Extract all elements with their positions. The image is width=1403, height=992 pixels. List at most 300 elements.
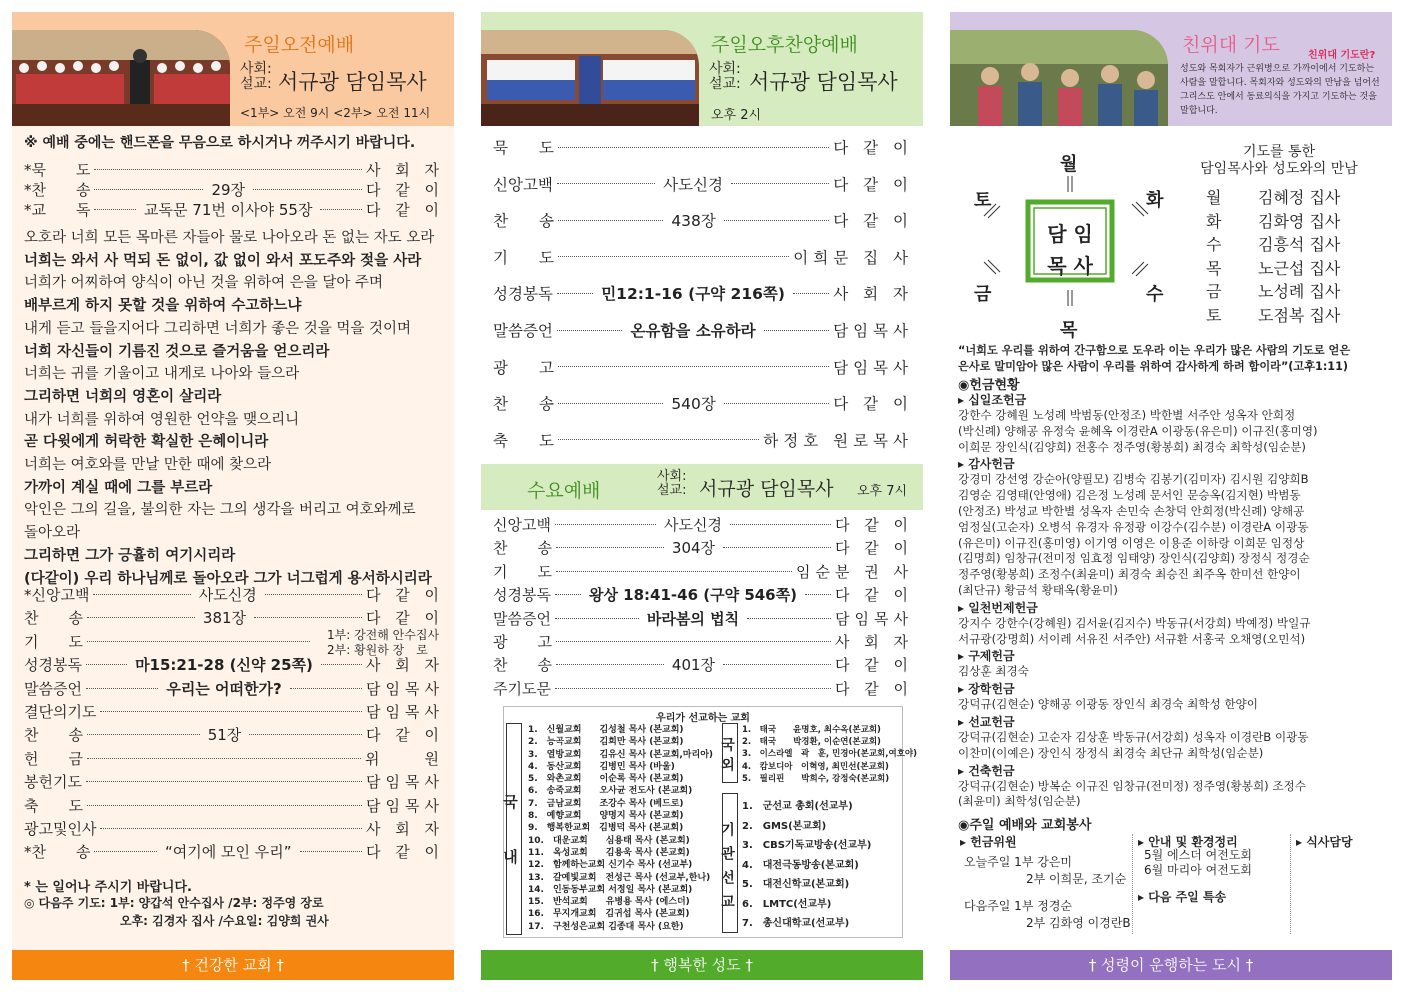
domestic-church: 8. 예향교회 양명지 목사 (본교회) xyxy=(528,811,684,822)
foreign-label: 국외 xyxy=(722,723,738,783)
order-label: 찬 송 xyxy=(493,539,552,558)
leader-dots xyxy=(556,547,664,548)
order-label: 찬 송 xyxy=(493,656,552,675)
offering-names: (유은미) 이규진(홍미영) 이기영 이영은 이용준 이하랑 이희문 임정상 xyxy=(958,535,1305,550)
domestic-church: 5. 와촌교회 이순록 목사 (본교회) xyxy=(528,774,684,785)
reading-line: 배부르게 하지 못할 것을 위하여 수고하느냐 xyxy=(24,298,302,315)
offering-names: (안정조) 박성교 박한별 성옥자 손민숙 손창덕 안희정(박신례) 양해공 xyxy=(958,504,1305,518)
footer-banner: † 건강한 교회 † xyxy=(12,950,454,980)
usher-line: 2부 김화영 이경란B xyxy=(1026,916,1131,930)
prayer-names xyxy=(327,628,439,658)
foreign-mission: 1. 태국 윤명호, 최수옥(본교회) xyxy=(742,725,881,735)
schedule-row xyxy=(1206,233,1340,257)
leader-dots xyxy=(87,805,362,806)
order-leader: 다 같 이 xyxy=(835,516,914,534)
leader-dots xyxy=(86,688,158,689)
prayer-question: 친위대 기도란? xyxy=(1308,50,1376,61)
order-row xyxy=(493,678,913,699)
reading-line: 너희 자신들이 기름진 것으로 즐거움을 얻으리라 xyxy=(24,343,330,360)
wednesday-title: 수요예배 xyxy=(527,480,601,502)
guide-title: ▸ 안내 및 환경정리 xyxy=(1138,835,1238,849)
leader-dots xyxy=(254,617,362,618)
offering-names: 강덕규(김현순) 고순자 김상훈 박동규(서강희) 성옥자 이경란B 이광동 xyxy=(958,730,1309,744)
pastor-name: 서규광 담임목사 xyxy=(749,70,898,94)
foreign-list xyxy=(742,724,917,785)
offering-group-title: ▸ 선교헌금 xyxy=(958,715,1015,729)
leader-dots xyxy=(87,641,310,642)
schedule-day: 수 xyxy=(1206,235,1222,254)
offering-names: 김영순 김영태(안영애) 김은정 노성례 문서인 문승옥(김지현) 박범동 xyxy=(958,488,1301,503)
order-label: 성경봉독 xyxy=(493,586,551,605)
day-top-right: 화 xyxy=(1146,190,1164,211)
leader-dots xyxy=(558,256,789,257)
order-row xyxy=(24,159,444,180)
order-detail: 438장 xyxy=(671,212,716,231)
order-row xyxy=(493,429,913,451)
domestic-church: 16. 무지개교회 김귀섭 목사 (본교회) xyxy=(528,909,690,920)
leader-dots xyxy=(557,183,655,184)
order-row xyxy=(24,179,444,200)
guide-line: 6월 마리아 여전도회 xyxy=(1144,863,1253,877)
leader-dots xyxy=(87,617,195,618)
leader-dots xyxy=(94,189,203,190)
mission-org: 2. GMS(본교회) xyxy=(742,820,827,832)
order-row xyxy=(493,514,913,535)
leader-dots xyxy=(249,734,362,735)
order-leader: 다 같 이 xyxy=(366,843,445,862)
leader-dots xyxy=(556,664,664,665)
mission-org: 4. 대전극동방송(본교회) xyxy=(742,859,859,871)
leader-dots xyxy=(747,618,831,619)
mission-org: 1. 군선교 총회(선교부) xyxy=(742,801,853,812)
domestic-church: 1. 신월교회 김성철 목사 (본교회) xyxy=(528,725,684,735)
order-row xyxy=(493,356,913,378)
usher-title: ▸ 헌금위원 xyxy=(960,835,1017,849)
order-label: 성경봉독 xyxy=(24,656,82,675)
service-title: ◉주일 예배와 교회봉사 xyxy=(958,818,1092,833)
offering-names: (최단규) 황금석 황태옥(황윤미) xyxy=(958,583,1118,597)
order-leader: 위 원 xyxy=(365,749,444,768)
domestic-church: 3. 열방교회 김유신 목사 (본교회,마리아) xyxy=(528,749,714,760)
reading-line: 너희는 와서 사 먹되 돈 없이, 값 없이 와서 포도주와 젖을 사라 xyxy=(24,252,422,269)
reading-line: 곧 다윗에게 허락한 확실한 은혜이니라 xyxy=(24,434,269,451)
offering-group-title: ▸ 장학헌금 xyxy=(958,682,1015,697)
order-label: 말씀증언 xyxy=(24,679,82,698)
pastor-name: 서규광 담임목사 xyxy=(278,70,427,94)
order-row xyxy=(493,631,913,652)
domestic-church: 17. 구천성은교회 김종대 목사 (요한) xyxy=(528,921,684,932)
order-label: 주기도문 xyxy=(493,679,551,698)
order-leader: 담임목사 xyxy=(835,609,914,628)
prayer-group-photo xyxy=(950,30,1168,126)
stand-note: * 는 일어나 주시기 바랍니다. xyxy=(24,880,192,895)
order-leader: 사 회 자 xyxy=(366,656,445,675)
footer-banner: † 행복한 성도 † xyxy=(481,950,923,980)
domestic-label: 국내 xyxy=(506,723,522,935)
order-row xyxy=(493,209,913,231)
reading-line: 너희는 귀를 기울이고 내게로 나아와 들으라 xyxy=(24,366,300,383)
afternoon-worship-title: 주일오후찬양예배 xyxy=(711,34,858,56)
order-label: *찬 송 xyxy=(24,181,91,199)
order-label: 결단의기도 xyxy=(24,703,97,721)
order-row xyxy=(24,841,444,862)
leader-dots xyxy=(321,664,362,665)
offering-names: 김상훈 최경숙 xyxy=(958,664,1029,679)
reading-line: 악인은 그의 길을, 불의한 자는 그의 생각을 버리고 여호와께로 xyxy=(24,502,416,519)
order-row xyxy=(493,136,913,158)
wed-pastor-name: 서규광 담임목사 xyxy=(699,478,834,500)
order-detail: 온유함을 소유하라 xyxy=(630,322,756,340)
meal-title: ▸ 식사담당 xyxy=(1296,835,1353,849)
role-labels xyxy=(709,62,741,92)
order-row xyxy=(493,561,913,582)
order-leader: 사 회 자 xyxy=(365,161,444,179)
order-label: 기 도 xyxy=(493,562,552,581)
order-row xyxy=(24,771,444,792)
org-label: 기관선교 xyxy=(722,793,738,933)
meeting-heading xyxy=(1186,144,1372,178)
reading-line: 가까이 계실 때에 그를 부르라 xyxy=(24,479,213,496)
leader-dots xyxy=(558,220,663,221)
prayer-first: 1부: 강전해 안수집사 xyxy=(327,628,440,642)
usher-list xyxy=(964,854,1131,932)
order-leader: 담임목사 xyxy=(366,773,444,792)
mission-org: 6. LMTC(선교부) xyxy=(742,898,832,910)
order-leader: 담임목사 xyxy=(833,322,913,340)
org-list xyxy=(742,797,871,934)
leader-dots xyxy=(556,571,792,572)
order-row xyxy=(493,654,913,675)
leader-dots xyxy=(724,403,829,404)
order-row xyxy=(24,724,444,745)
schedule-day: 금 xyxy=(1206,282,1222,301)
order-leader: 다 같 이 xyxy=(834,679,913,698)
leader-dots xyxy=(793,293,829,294)
description-line: 성도와 목회자가 근위병으로 가까이에서 기도하는 xyxy=(1180,64,1375,74)
schedule-row xyxy=(1206,210,1340,234)
leader-dots xyxy=(723,664,831,665)
order-row xyxy=(24,701,444,722)
usher-line: 다음주일 1부 정경순 xyxy=(964,899,1073,913)
order-label: *신앙고백 xyxy=(24,586,90,604)
prayer-title: 친위대 기도 xyxy=(1182,34,1280,56)
order-row xyxy=(24,795,444,816)
mission-box xyxy=(501,706,917,938)
service-times: <1부> 오전 9시 <2부> 오전 11시 xyxy=(240,106,431,120)
domestic-church: 13. 갈예빛교회 전성근 목사 (선교부,한나) xyxy=(528,872,711,883)
order-row xyxy=(493,608,913,629)
praise-choir-photo xyxy=(481,30,699,126)
schedule-name: 김화영 집사 xyxy=(1258,211,1341,231)
next-prayer-line1: ◎ 다음주 기도: 1부: 양갑석 안수집사 /2부: 정주영 장로 xyxy=(24,896,324,910)
center-line2: 목 사 xyxy=(1047,254,1093,278)
center-box xyxy=(1038,218,1102,282)
leader-dots xyxy=(86,781,362,782)
leader-dots xyxy=(555,618,639,619)
order-detail: 마15:21-28 (신약 25쪽) xyxy=(135,656,313,675)
leader-dots xyxy=(558,147,829,148)
reading-line: 그리하면 너희의 영혼이 살리라 xyxy=(24,388,222,405)
leader-dots xyxy=(555,688,831,689)
order-label: 축 도 xyxy=(493,431,554,450)
domestic-church: 9. 행복한교회 김병덕 목사 (본교회) xyxy=(528,823,684,834)
day-bottom: 목 xyxy=(1060,320,1078,341)
order-row xyxy=(493,319,913,341)
afternoon-worship-column xyxy=(481,12,923,980)
offering-group-title: ▸ 구제헌금 xyxy=(958,649,1015,664)
domestic-church: 2. 능곡교회 김희만 목사 (본교회) xyxy=(528,737,684,748)
wed-time: 오후 7시 xyxy=(857,484,908,499)
order-label: 찬 송 xyxy=(24,726,83,745)
choir-photo xyxy=(12,30,230,126)
usher-line: 2부 이희문, 조기순 xyxy=(1026,872,1127,886)
order-row xyxy=(24,584,444,605)
leader-dots xyxy=(94,851,157,852)
order-label: 봉헌기도 xyxy=(24,773,82,792)
offering-names: 이찬미(이예은) 장인식 장정식 최경숙 최단규 최학성(임순분) xyxy=(958,745,1264,760)
offering-names: 이희문 장인식(김양희) 전홍수 정주영(황봉희) 최경숙 최학성(임순분) xyxy=(958,439,1306,454)
reading-line: 오호라 너희 모든 목마른 자들아 물로 나아오라 돈 없는 자도 오라 xyxy=(24,230,435,246)
order-leader: 다 같 이 xyxy=(833,212,914,231)
reading-line: (다같이) 우리 하나님께로 돌아오라 그가 너그럽게 용서하시리라 xyxy=(24,570,432,587)
leader-dots xyxy=(94,169,362,170)
order-detail: 사도신경 xyxy=(198,586,257,604)
schedule-name: 노성례 집사 xyxy=(1258,282,1341,301)
offering-names: (박신례) 양해공 유정숙 윤혜옥 이경란A 이광동(유은미) 이규진(홍미영) xyxy=(958,423,1318,438)
schedule-day: 월 xyxy=(1206,188,1222,207)
order-label: *묵 도 xyxy=(24,161,91,179)
offering-group-title: ▸ 건축헌금 xyxy=(958,763,1015,778)
day-top-left: 토 xyxy=(974,190,992,211)
order-row xyxy=(24,607,444,628)
prayer-second: 2부: 황원하 장 로 xyxy=(327,643,428,657)
afternoon-worship-header xyxy=(481,12,923,126)
order-detail: 381장 xyxy=(202,609,247,628)
order-label: 광고및인사 xyxy=(24,820,97,838)
order-leader: 담임목사 xyxy=(833,358,913,377)
offering-names: 강덕규(김현순) 방복순 이규진 임창규(전미정) 정주영(황봉희) 조정수 xyxy=(958,778,1306,793)
offering-names: 강경미 강선영 강순아(양필모) 김병숙 김봉기(김미자) 김시원 김양희B xyxy=(958,472,1309,487)
reading-line: 내가 너희를 위하여 영원한 언약을 맺으리니 xyxy=(24,411,300,428)
offering-names: 서규광(강명희) 서이레 서유진 서주안) 서규환 서홍국 오채영(오민석) xyxy=(958,631,1306,646)
offering-names: (최윤미) 최학성(임순분) xyxy=(958,794,1081,809)
offering-names: 강지수 강한수(강혜원) 김서윤(김지수) 박동규(서강희) 박예정) 박일규 xyxy=(958,615,1311,630)
leader-dots xyxy=(300,851,363,852)
leader-dots xyxy=(724,220,829,221)
prayer-description xyxy=(1180,62,1380,118)
order-leader: 담임목사 xyxy=(366,796,444,815)
order-label: 성경봉독 xyxy=(493,285,553,304)
leader-dots xyxy=(558,366,829,367)
order-leader: 하정호 원로목사 xyxy=(763,431,913,450)
verse-line1: “너희도 우리를 위하여 간구함으로 도우라 이는 우리가 많은 사람의 기도로 얻은 xyxy=(958,344,1351,357)
role-labels xyxy=(240,62,272,92)
offering-title: ◉헌금현황 xyxy=(958,378,1020,393)
leader-dots xyxy=(94,209,136,210)
leader-dots xyxy=(731,183,829,184)
next-special-title: ▸ 다음 주일 특송 xyxy=(1138,890,1227,904)
domestic-church: 11. 옥성교회 김용욱 목사 (본교회) xyxy=(528,847,690,858)
leader-dots xyxy=(555,594,581,595)
order-detail: 바라봄의 법칙 xyxy=(646,609,740,628)
order-label: 찬 송 xyxy=(493,212,554,231)
order-leader: 다 같 이 xyxy=(835,586,914,605)
divider xyxy=(1132,834,1133,934)
description-line: 사람을 말합니다. 목회자와 성도와의 만남을 넘어선 xyxy=(1180,78,1380,88)
reading-line: 내게 듣고 들을지어다 그리하면 너희가 좋은 것을 먹을 것이며 xyxy=(24,320,412,337)
meeting-line2: 담임목사와 성도와의 만남 xyxy=(1200,161,1358,177)
order-label: 신앙고백 xyxy=(493,175,553,194)
sermon-label: 설교: xyxy=(240,76,272,92)
order-detail: 사도신경 xyxy=(664,516,722,534)
verse-line2: 은사로 말미암아 많은 사람이 우리를 위하여 감사하게 하려 함이라”(고후1:11) xyxy=(958,360,1348,373)
order-label: 신앙고백 xyxy=(493,516,551,534)
leader-dots xyxy=(87,758,361,759)
morning-worship-column xyxy=(12,12,454,980)
description-line: 말합니다. xyxy=(1180,106,1218,116)
offering-names: 강덕규(김현순) 양해공 이광동 장인식 최경숙 최학성 한양이 xyxy=(958,697,1258,712)
order-label: 기 도 xyxy=(493,248,554,267)
prayer-diagram xyxy=(950,142,1170,342)
schedule-row xyxy=(1206,280,1340,304)
order-row xyxy=(493,392,913,414)
order-detail: 교독문 71번 이사야 55장 xyxy=(144,201,313,219)
domestic-church: 15. 반석교회 유병용 목사 (에스더) xyxy=(528,897,690,908)
schedule-day: 목 xyxy=(1206,258,1222,278)
order-row xyxy=(24,748,444,769)
leader-dots xyxy=(100,828,362,829)
order-detail: 29장 xyxy=(211,181,246,199)
domestic-church: 7. 금남교회 조강수 목사 (베드로) xyxy=(528,798,684,809)
leader-dots xyxy=(557,293,593,294)
guide-line: 5월 에스더 여전도회 xyxy=(1144,848,1253,862)
center-line1: 담 임 xyxy=(1047,222,1093,246)
footer-banner: † 성령이 운행하는 도시 † xyxy=(950,950,1392,980)
schedule-row xyxy=(1206,186,1340,210)
leader-dots xyxy=(100,711,362,712)
leader-dots xyxy=(320,209,362,210)
order-label: 말씀증언 xyxy=(493,609,551,628)
foreign-mission: 3. 이스라엘 곽 훈, 민경아(본교회,여호야) xyxy=(742,749,917,760)
host-label: 사회: xyxy=(240,61,272,77)
offering-names: 강한수 강혜원 노성례 박범동(안정조) 박한별 서주안 성옥자 안희정 xyxy=(958,408,1296,422)
meeting-line1: 기도를 통한 xyxy=(1242,144,1316,160)
domestic-church: 6. 송죽교회 오사균 전도사 (본교회) xyxy=(528,786,693,797)
mission-org: 7. 총신대학교(선교부) xyxy=(742,918,850,929)
order-detail: “여기에 모인 우리” xyxy=(164,843,292,862)
offering-group-title: ▸ 감사헌금 xyxy=(958,457,1015,472)
leader-dots xyxy=(556,641,831,642)
order-leader: 다 같 이 xyxy=(366,181,445,199)
leader-dots xyxy=(557,330,623,331)
order-leader: 다 같 이 xyxy=(833,139,913,157)
order-label: 헌 금 xyxy=(24,749,83,768)
schedule-name: 노근섭 집사 xyxy=(1258,258,1341,278)
offering-group-title: ▸ 십일조헌금 xyxy=(958,393,1027,407)
order-row xyxy=(493,246,913,268)
leader-dots xyxy=(805,594,831,595)
leader-dots xyxy=(93,594,190,595)
order-leader: 사 회 자 xyxy=(834,633,913,651)
mission-title: 우리가 선교하는 교회 xyxy=(656,713,750,724)
order-leader: 담임목사 xyxy=(366,703,444,721)
morning-worship-title: 주일오전예배 xyxy=(244,34,355,56)
leader-dots xyxy=(764,330,830,331)
usher-line: 오늘주일 1부 강은미 xyxy=(964,855,1073,869)
order-leader: 다 같 이 xyxy=(834,656,913,675)
order-leader: 이희문 집 사 xyxy=(793,248,913,267)
domestic-church: 12. 함께하는교회 신기수 목사 (선교부) xyxy=(528,860,693,871)
schedule-day: 화 xyxy=(1206,211,1222,231)
order-detail: 540장 xyxy=(671,395,716,414)
day-top: 월 xyxy=(1060,154,1078,175)
order-label: 묵 도 xyxy=(493,139,554,157)
order-label: 찬 송 xyxy=(24,609,83,628)
prayer-column xyxy=(950,12,1392,980)
order-detail: 왕상 18:41-46 (구약 546쪽) xyxy=(588,586,797,605)
order-leader: 담임목사 xyxy=(366,679,445,698)
schedule-name: 도점복 집사 xyxy=(1258,305,1341,325)
leader-dots xyxy=(730,524,831,525)
order-label: *교 독 xyxy=(24,201,91,219)
divider xyxy=(1290,834,1291,934)
offering-group-title: ▸ 일천번제헌금 xyxy=(958,600,1038,615)
host-label: 사회: xyxy=(709,61,741,77)
guide-list xyxy=(1144,848,1252,878)
order-row xyxy=(24,199,444,220)
reading-line: 돌아오라 xyxy=(24,525,81,542)
sermon-label: 설교: xyxy=(709,76,741,92)
foreign-mission: 4. 캄보디아 이혁영, 최민선(본교회) xyxy=(742,761,889,772)
order-row xyxy=(493,282,913,304)
leader-dots xyxy=(265,594,362,595)
morning-worship-header xyxy=(12,12,454,126)
leader-dots xyxy=(558,403,663,404)
leader-dots xyxy=(290,688,362,689)
order-detail: 사도신경 xyxy=(663,175,724,194)
order-row xyxy=(493,537,913,558)
schedule-day: 토 xyxy=(1206,305,1222,325)
order-leader: 사 회 자 xyxy=(365,820,444,838)
mission-org: 5. 대전신학교(본교회) xyxy=(742,879,850,890)
order-label: 광 고 xyxy=(493,633,552,651)
reading-line: 그리하면 그가 긍휼히 여기시리라 xyxy=(24,547,236,564)
offering-names: (김명희) 임창규(전미정 임효정 임태양) 장인식(김양희) 장정식 정경순 xyxy=(958,551,1310,566)
order-leader: 다 같 이 xyxy=(833,175,913,194)
wednesday-header xyxy=(481,464,923,510)
order-label: 축 도 xyxy=(24,796,83,815)
order-detail: 401장 xyxy=(671,656,716,675)
foreign-mission: 5. 필리핀 박희수, 강정숙(본교회) xyxy=(742,773,890,784)
order-detail: 304장 xyxy=(671,539,716,558)
domestic-church: 4. 동산교회 김병민 목사 (바울) xyxy=(528,761,675,772)
reading-line: 너희는 여호와를 만날 만한 때에 찾으라 xyxy=(24,457,272,473)
domestic-church: 14. 인동동부교회 서정일 목사 (본교회) xyxy=(528,884,693,895)
prayer-header xyxy=(950,12,1392,126)
domestic-list xyxy=(528,724,713,933)
offering-names: 정주영(황봉희) 조정수(최윤미) 최경숙 최승진 최주옥 한미선 한양이 xyxy=(958,567,1301,582)
schedule-row xyxy=(1206,304,1340,328)
leader-dots xyxy=(253,189,362,190)
order-leader: 다 같 이 xyxy=(365,201,444,219)
order-leader: 사 회 자 xyxy=(833,285,914,304)
host-label: 사회: xyxy=(657,469,687,484)
foreign-mission: 2. 태국 박경환, 이순연(본교회) xyxy=(742,737,881,748)
schedule-row xyxy=(1206,257,1340,281)
wed-role-labels xyxy=(657,470,687,498)
service-time: 오후 2시 xyxy=(711,108,762,123)
order-leader: 임순분 권 사 xyxy=(796,562,913,581)
